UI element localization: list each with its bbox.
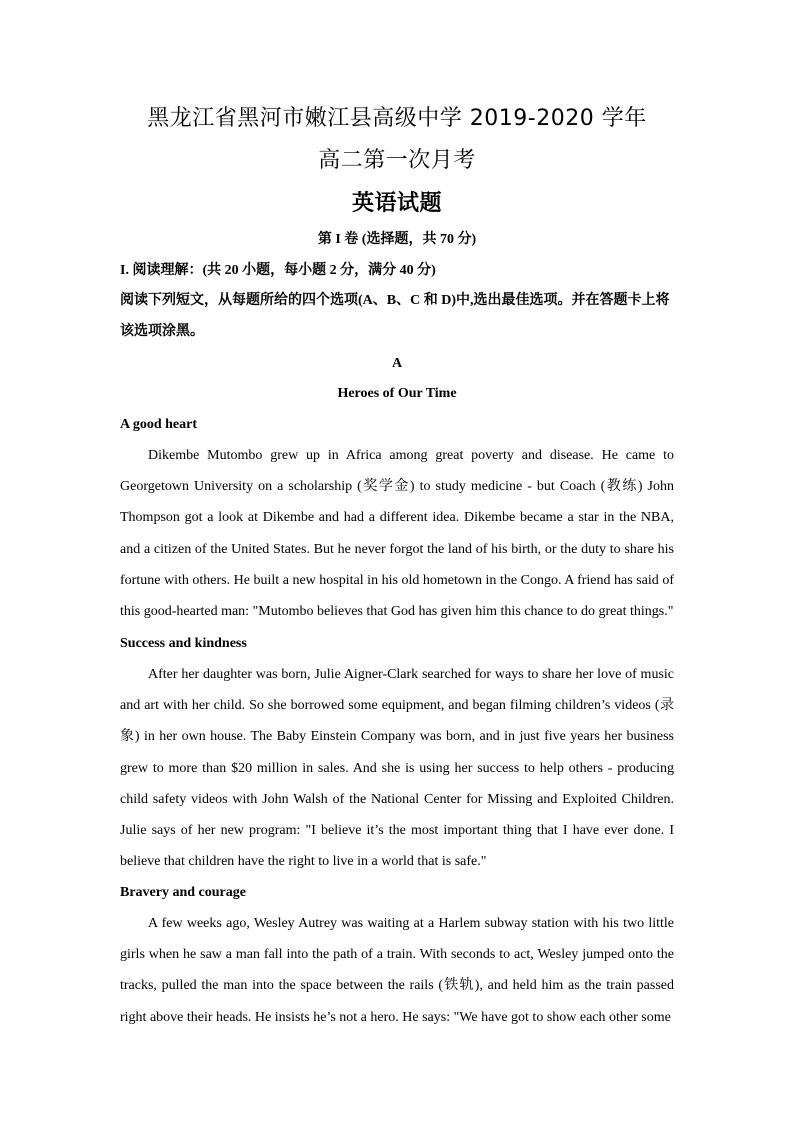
passage-title: Heroes of Our Time: [337, 386, 457, 401]
section-heading-good-heart: A good heart: [120, 417, 197, 432]
part-heading: I. 阅读理解：(共 20 小题，每小题 2 分，满分 40 分): [120, 263, 436, 278]
paragraph-good-heart: Dikembe Mutombo grew up in Africa among great poverty and disease. He came to Georgetown University on a scholarship (奖学金) to study medicine - but Coach (教练) John Thompson got a look at Dikembe and had a different idea. Dikembe became a star in the NBA, and a citizen of the United States. But he never forgot the land of his birth, or the duty to share his fortune with others. He built a new hospital in his old hometown in the Congo. A friend has said of this good-hearted man: "Mutombo believes that God has given him this chance to do great things.": [120, 448, 674, 620]
paragraph-success-kindness: After her daughter was born, Julie Aigner-Clark searched for ways to share her love of music and art with her child. So she borrowed some equipment, and began filming children’s videos (录象) in her own house. The Baby Einstein Company was born, and in just five years her business grew to more than $20 million in sales. And she is using her success to help others - producing child safety videos with John Walsh of the National Center for Missing and Exploited Children. Julie says of her new program: "I believe it’s the most important thing that I have ever done. I believe that children have the right to live in a world that is safe.": [120, 667, 674, 870]
paragraph-bravery-courage: A few weeks ago, Wesley Autrey was waiting at a Harlem subway station with his two little girls when he saw a man fall into the path of a train. With seconds to act, Wesley jumped onto the tracks, pulled the man into the space between the rails (铁轨), and held him as the train passed right above their heads. He insists he’s not a hero. He says: "We have got to show each other some: [120, 916, 674, 1025]
exam-title-line-3: 英语试题: [351, 191, 442, 216]
directions: 阅读下列短文，从每题所给的四个选项(A、B、C 和 D)中,选出最佳选项。并在答题卡上将该选项涂黑。: [120, 293, 670, 339]
passage-label: A: [391, 356, 403, 371]
section-title: 第 I 卷 (选择题，共 70 分): [317, 232, 477, 247]
section-heading-bravery-courage: Bravery and courage: [120, 885, 246, 900]
exam-title-line-2: 高二第一次月考: [318, 148, 476, 173]
section-heading-success-kindness: Success and kindness: [120, 636, 247, 651]
exam-title-line-1: 黑龙江省黑河市嫩江县高级中学 2019-2020 学年: [147, 106, 647, 131]
